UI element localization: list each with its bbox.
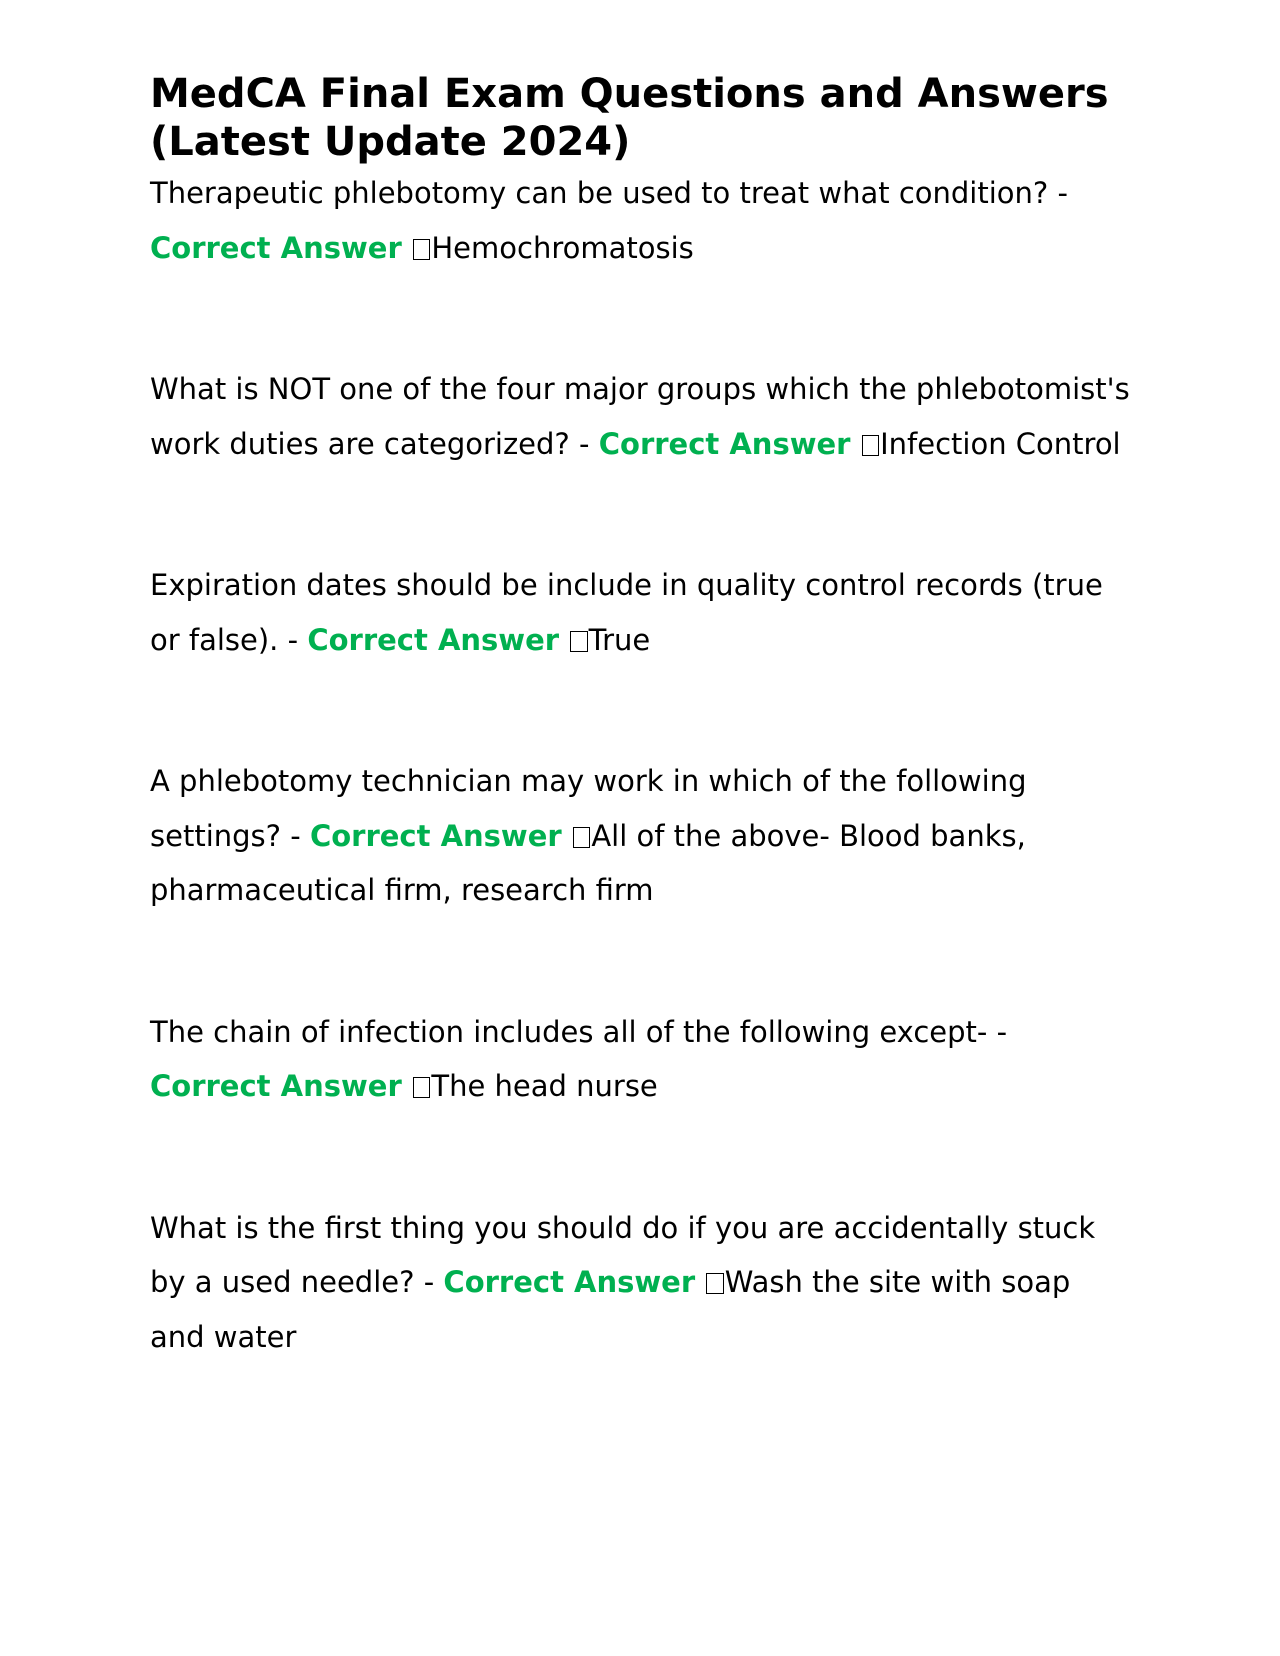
answer-text: True [588,622,651,657]
missing-glyph-icon [413,239,430,260]
separator: - [569,426,599,461]
question-text: What is NOT one of the four major groups which the phlebotomist's work duties are categorized? [150,372,1130,461]
qa-list [150,166,1130,1364]
missing-glyph-icon [862,435,879,456]
correct-answer-label: Correct Answer [598,426,851,461]
missing-glyph-icon [706,1273,723,1294]
answer-text: All of the above- Blood banks, pharmaceutical firm, research firm [150,818,1026,907]
correct-answer-label: Correct Answer [309,818,562,853]
qa-item [150,1201,1130,1365]
qa-item [150,754,1130,918]
answer-text: Hemochromatosis [431,230,694,265]
correct-answer-label: Correct Answer [150,1069,402,1103]
correct-answer-label: Correct Answer [443,1265,696,1299]
qa-item [150,1005,1130,1114]
answer-text: The head nurse [431,1069,658,1103]
question-text: Therapeutic phlebotomy can be used to treat what condition? [150,176,1049,210]
qa-item [150,166,1130,275]
document-page [150,70,1130,1364]
qa-item [150,558,1130,667]
answer-text: Wash the site with soap and water [150,1265,1071,1354]
question-text: What is the first thing you should do if you are accidentally stuck by a used needle? [150,1210,1096,1299]
separator: - [1048,176,1068,210]
correct-answer-label: Correct Answer [150,230,402,265]
question-text: The chain of infection includes all of the following except- [150,1014,988,1049]
separator: - [278,622,308,657]
answer-text: Infection Control [880,426,1121,461]
question-text: Expiration dates should be include in quality control records (true or false). [150,568,1103,657]
missing-glyph-icon [413,1077,430,1098]
separator: - [281,818,310,853]
document-title: MedCA Final Exam Questions and Answers (Latest Update 2024) [150,71,1109,165]
qa-item [150,362,1130,471]
separator: - [987,1014,1008,1049]
separator: - [414,1265,444,1299]
question-text: A phlebotomy technician may work in which of the following settings? [150,764,1027,853]
missing-glyph-icon [573,827,590,848]
missing-glyph-icon [570,631,587,652]
correct-answer-label: Correct Answer [307,622,560,657]
